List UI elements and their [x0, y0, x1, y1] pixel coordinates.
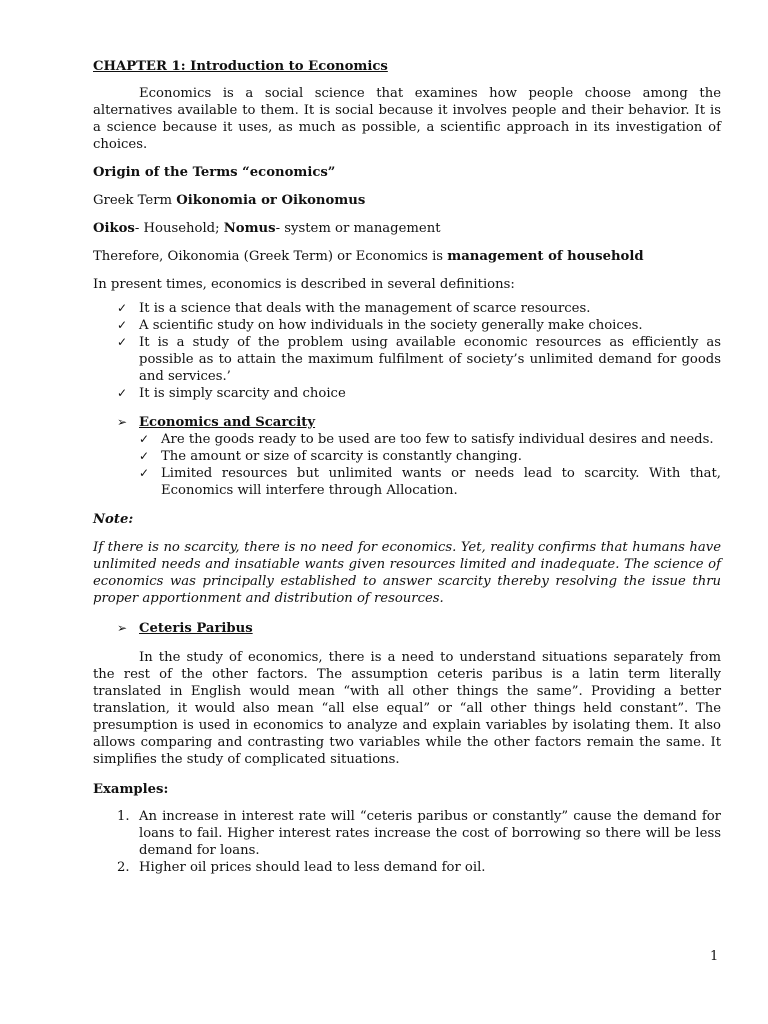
scarcity-list [93, 431, 721, 499]
list-item: ✓ The amount or size of scarcity is constantly changing. [139, 449, 522, 464]
page-number: 1 [710, 949, 719, 964]
note-label: Note: [93, 512, 134, 527]
note-text: If there is no scarcity, there is no need for economics. Yet, reality confirms that humans have unlimited needs and insatiable wants given resources limited and inadequate. The science of economics was principally established to answer scarcity thereby resolving the issue thru proper apportionment and distribution of resources. [93, 540, 721, 606]
definitions-intro: In present times, economics is described in several definitions: [93, 277, 515, 292]
definitions-list [93, 300, 721, 402]
therefore-text: Therefore, Oikonomia (Greek Term) or Economics is [93, 249, 448, 264]
oikos-term: Oikos [93, 221, 135, 236]
check-icon: ✓ [117, 318, 128, 332]
greek-prefix: Greek Term [93, 193, 177, 208]
examples-list [93, 808, 721, 876]
origin-heading: Origin of the Terms “economics” [93, 165, 336, 180]
examples-heading: Examples: [93, 782, 169, 797]
greek-terms: Oikonomia or Oikonomus [176, 193, 366, 208]
list-item: ✓ Are the goods ready to be used are too few to satisfy individual desires and needs. [139, 432, 714, 447]
arrow-bullet-icon: ➢ [117, 621, 128, 635]
check-icon: ✓ [117, 386, 128, 400]
intro-paragraph: Economics is a social science that examines how people choose among the alternatives available to them. It is social because it involves people and their behavior. It is a science because it uses, as much as possible, a scientific approach in its investigation of choices. [93, 86, 721, 152]
therefore-line [93, 248, 721, 265]
check-icon: ✓ [117, 335, 128, 349]
greek-term-line [93, 192, 721, 209]
nomus-def: - system or management [275, 221, 441, 236]
ceteris-paragraph: In the study of economics, there is a need to understand situations separately from the rest of the other factors. The assumption ceteris paribus is a latin term literally translated in English would mean “with all other things the same”. Providing a better translation, it would also mean “all else equal” or “all other things held constant”. The presumption is used in economics to analyze and explain variables by isolating them. It also allows comparing and contrasting two variables while the other factors remain the same. It simplifies the study of complicated situations. [93, 650, 721, 767]
nomus-term: Nomus [223, 221, 276, 236]
oikos-line [93, 220, 721, 237]
check-icon: ✓ [117, 301, 128, 315]
check-icon: ✓ [139, 449, 150, 463]
therefore-bold: management of household [447, 249, 644, 264]
check-icon: ✓ [139, 432, 150, 446]
chapter-title: CHAPTER 1: Introduction to Economics [93, 59, 388, 74]
list-item: 2. Higher oil prices should lead to less demand for oil. [117, 860, 486, 875]
scarcity-section-heading: ➢ Economics and Scarcity [117, 415, 316, 430]
list-item: ✓ It is a science that deals with the management of scarce resources. [117, 301, 591, 316]
document-page [93, 58, 721, 876]
list-item: ✓ It is a study of the problem using available economic resources as efficiently as possible as to attain the maximum fulfilment of society’s unlimited demand for goods and services.’ [117, 335, 721, 384]
ceteris-section-heading: ➢ Ceteris Paribus [117, 621, 253, 636]
oikos-def: - Household; [134, 221, 224, 236]
arrow-bullet-icon: ➢ [117, 415, 128, 429]
list-item: ✓ It is simply scarcity and choice [117, 386, 346, 401]
list-item: ✓ A scientific study on how individuals in the society generally make choices. [117, 318, 643, 333]
list-item: 1. An increase in interest rate will “ceteris paribus or constantly” cause the demand for loans to fail. Higher interest rates increase the cost of borrowing so there will be less demand for loans. [117, 809, 721, 858]
list-item: ✓ Limited resources but unlimited wants or needs lead to scarcity. With that, Economics will interfere through Allocation. [139, 466, 721, 498]
check-icon: ✓ [139, 466, 150, 480]
